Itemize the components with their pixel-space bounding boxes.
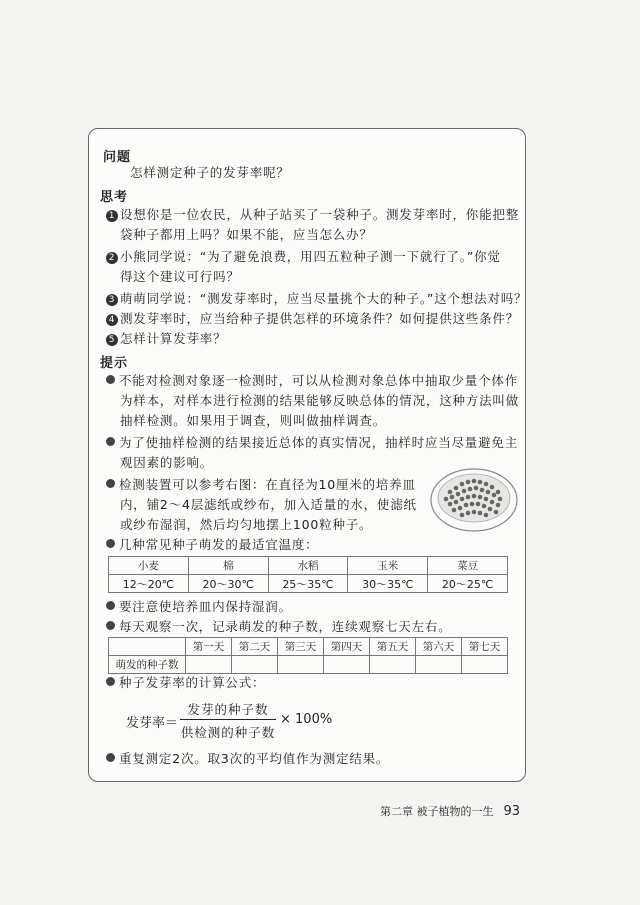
thinking-item-2: 2 小熊同学说：“为了避免浪费，用四五粒种子测一下就行了。”你觉 xyxy=(106,248,501,265)
table-cell xyxy=(278,656,324,674)
table-cell: 第四天 xyxy=(324,638,370,656)
table-cell xyxy=(232,656,278,674)
table-cell: 第五天 xyxy=(370,638,416,656)
bullet-icon xyxy=(106,601,115,610)
formula-rhs: × 100% xyxy=(280,712,333,727)
table-cell: 第七天 xyxy=(462,638,508,656)
table-cell xyxy=(416,656,462,674)
table-cell: 25～35℃ xyxy=(268,575,348,593)
bullet-icon xyxy=(106,437,115,446)
table-cell: 棉 xyxy=(188,557,268,575)
thinking-heading: 思考 xyxy=(100,190,129,205)
thinking-item-1-cont: 袋种子都用上吗？如果不能，应当怎么办？ xyxy=(120,227,373,242)
table-cell: 第三天 xyxy=(278,638,324,656)
tip-1-line2: 为样本，对样本进行检测的结果能够反映总体的情况，这种方法叫做 xyxy=(120,393,520,408)
table-cell: 20～30℃ xyxy=(188,575,268,593)
tip-2-line2: 观因素的影响。 xyxy=(120,455,214,470)
tip-8: 重复测定2次。取3次的平均值作为测定结果。 xyxy=(106,750,389,767)
tip-3-line2: 内，铺2～4层滤纸或纱布，加入适量的水，使滤纸 xyxy=(120,497,417,512)
tip-7: 种子发芽率的计算公式： xyxy=(106,674,265,691)
page-footer xyxy=(380,803,520,819)
table-cell: 30～35℃ xyxy=(348,575,428,593)
tip-5: 要注意使培养皿内保持湿润。 xyxy=(106,598,292,615)
thinking-item-2-cont: 得这个建议可行吗？ xyxy=(120,269,240,284)
thinking-item-5: 5 怎样计算发芽率？ xyxy=(106,330,226,347)
table-row xyxy=(109,575,508,593)
thinking-item-1: 1 设想你是一位农民，从种子站买了一袋种子。测发芽率时，你能把整 xyxy=(106,206,519,223)
table-cell xyxy=(370,656,416,674)
table-cell: 第六天 xyxy=(416,638,462,656)
bullet-icon xyxy=(106,677,115,686)
bullet-icon xyxy=(106,375,115,384)
thinking-item-4: 4 测发芽率时，应当给种子提供怎样的环境条件？如何提供这些条件？ xyxy=(106,310,519,327)
table-cell: 20～25℃ xyxy=(428,575,508,593)
table-cell: 第一天 xyxy=(186,638,232,656)
table-row xyxy=(109,638,508,656)
page-number: 93 xyxy=(503,804,520,819)
table-cell: 萌发的种子数 xyxy=(109,656,186,674)
fraction-bar xyxy=(180,719,276,720)
petri-dish-image xyxy=(428,462,520,540)
formula-lhs: 发芽率＝ xyxy=(126,716,179,731)
table-cell: 第二天 xyxy=(232,638,278,656)
chapter-label: 第二章 被子植物的一生 xyxy=(379,805,494,818)
formula-denominator: 供检测的种子数 xyxy=(180,725,276,740)
table-cell xyxy=(324,656,370,674)
table-cell: 玉米 xyxy=(348,557,428,575)
temperature-table xyxy=(108,556,508,593)
question-text: 怎样测定种子的发芽率呢？ xyxy=(130,165,290,180)
table-cell: 12～20℃ xyxy=(109,575,189,593)
table-cell: 水稻 xyxy=(268,557,348,575)
formula-numerator: 发芽的种子数 xyxy=(187,702,269,717)
table-row xyxy=(109,557,508,575)
thinking-item-3: 3 萌萌同学说：“测发芽率时，应当尽量挑个大的种子。”这个想法对吗？ xyxy=(106,290,527,307)
bullet-icon xyxy=(106,479,115,488)
table-row xyxy=(109,656,508,674)
table-cell xyxy=(462,656,508,674)
bullet-icon xyxy=(106,753,115,762)
tip-1-line3: 抽样检测。如果用于调查，则叫做抽样调查。 xyxy=(120,413,387,428)
bullet-icon xyxy=(106,621,115,630)
table-cell xyxy=(186,656,232,674)
tip-1-line1: 不能对检测对象逐一检测时，可以从检测对象总体中抽取少量个体作 xyxy=(106,372,518,389)
record-table xyxy=(108,637,508,674)
table-cell: 菜豆 xyxy=(428,557,508,575)
tips-heading: 提示 xyxy=(100,356,129,371)
tip-4: 几种常见种子萌发的最适宜温度： xyxy=(106,536,319,553)
bullet-icon xyxy=(106,539,115,548)
tip-3-line1: 检测装置可以参考右图：在直径为10厘米的培养皿 xyxy=(106,476,416,493)
tip-3-line3: 或纱布湿润，然后均匀地摆上100粒种子。 xyxy=(120,517,373,532)
table-cell xyxy=(109,638,186,656)
tip-2-line1: 为了使抽样检测的结果接近总体的真实情况，抽样时应当尽量避免主 xyxy=(106,434,518,451)
table-cell: 小麦 xyxy=(109,557,189,575)
question-heading: 问题 xyxy=(103,150,132,165)
tip-6: 每天观察一次，记录萌发的种子数，连续观察七天左右。 xyxy=(106,618,452,635)
